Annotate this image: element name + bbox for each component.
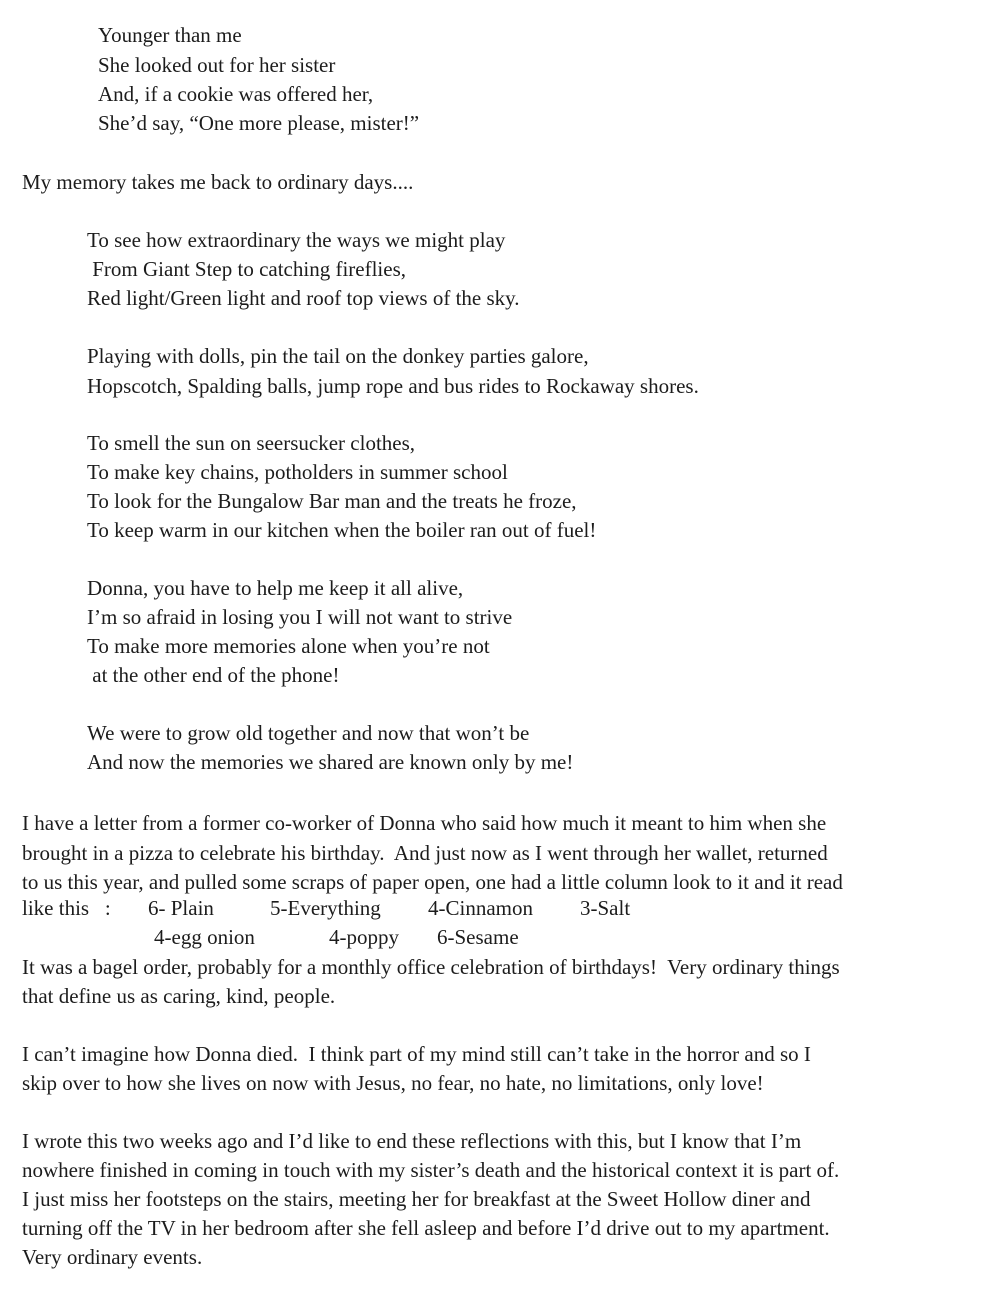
paragraph-line: It was a bagel order, probably for a monthly office celebration of birthdays! Very ordinary things	[22, 955, 840, 979]
poem-line: To make key chains, potholders in summer school	[87, 460, 508, 484]
bagel-item: 4-Cinnamon	[428, 896, 533, 920]
poem-line: She’d say, “One more please, mister!”	[98, 111, 420, 135]
paragraph-line: I wrote this two weeks ago and I’d like to end these reflections with this, but I know that I’m	[22, 1129, 802, 1153]
poem-line: We were to grow old together and now that won’t be	[87, 721, 530, 745]
poem-line: Hopscotch, Spalding balls, jump rope and bus rides to Rockaway shores.	[87, 374, 699, 398]
poem-line: And now the memories we shared are known only by me!	[87, 750, 574, 774]
poem-line: To keep warm in our kitchen when the boiler ran out of fuel!	[87, 518, 597, 542]
bagel-item: 6- Plain	[148, 896, 214, 920]
bagel-item: 6-Sesame	[437, 925, 519, 949]
bagel-item: 4-egg onion	[154, 925, 255, 949]
paragraph-line: brought in a pizza to celebrate his birthday. And just now as I went through her wallet, returned	[22, 841, 828, 865]
poem-line: Younger than me	[98, 23, 242, 47]
poem-line: To look for the Bungalow Bar man and the treats he froze,	[87, 489, 577, 513]
paragraph-line: turning off the TV in her bedroom after she fell asleep and before I’d drive out to my apartment.	[22, 1216, 830, 1240]
bagel-item: 3-Salt	[580, 896, 631, 920]
bagel-item: 4-poppy	[329, 925, 399, 949]
memory-intro-line: My memory takes me back to ordinary days....	[22, 170, 414, 194]
poem-line: To see how extraordinary the ways we might play	[87, 228, 506, 252]
paragraph-line: to us this year, and pulled some scraps of paper open, one had a little column look to it and it read	[22, 870, 843, 894]
poem-line: Red light/Green light and roof top views of the sky.	[87, 286, 520, 310]
poem-line: From Giant Step to catching fireflies,	[87, 257, 407, 281]
paragraph-line: I just miss her footsteps on the stairs, meeting her for breakfast at the Sweet Hollow diner and	[22, 1187, 811, 1211]
poem-line: I’m so afraid in losing you I will not want to strive	[87, 605, 513, 629]
bagel-item: 5-Everything	[270, 896, 381, 920]
paragraph-line: I can’t imagine how Donna died. I think part of my mind still can’t take in the horror and so I	[22, 1042, 811, 1066]
paragraph-line: that define us as caring, kind, people.	[22, 984, 336, 1008]
poem-line: Donna, you have to help me keep it all alive,	[87, 576, 464, 600]
paragraph-line: nowhere finished in coming in touch with my sister’s death and the historical context it is part of.	[22, 1158, 840, 1182]
poem-line: To smell the sun on seersucker clothes,	[87, 431, 416, 455]
poem-line: Playing with dolls, pin the tail on the donkey parties galore,	[87, 344, 589, 368]
poem-line: She looked out for her sister	[98, 53, 336, 77]
poem-line: at the other end of the phone!	[87, 663, 340, 687]
bagel-list-lead: like this :	[22, 896, 111, 920]
poem-line: And, if a cookie was offered her,	[98, 82, 374, 106]
paragraph-line: skip over to how she lives on now with Jesus, no fear, no hate, no limitations, only love!	[22, 1071, 764, 1095]
paragraph-line: I have a letter from a former co-worker of Donna who said how much it meant to him when she	[22, 811, 827, 835]
paragraph-line: Very ordinary events.	[22, 1245, 203, 1269]
poem-line: To make more memories alone when you’re not	[87, 634, 490, 658]
